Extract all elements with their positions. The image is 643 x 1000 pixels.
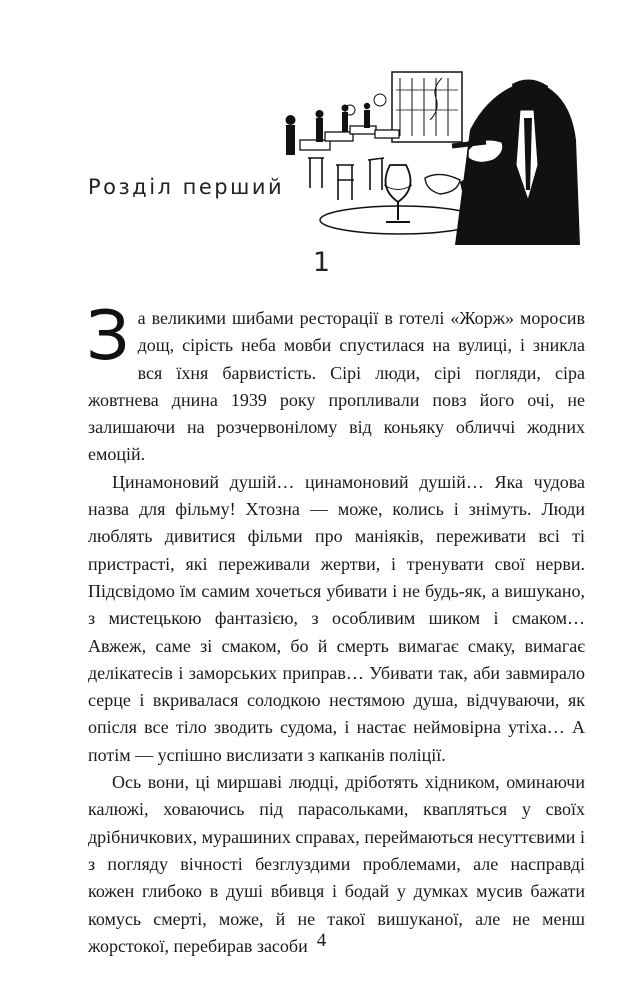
body-text [86,297,585,960]
page-number: 4 [316,930,327,951]
restaurant-illustration [280,70,580,245]
paragraph-1 [86,297,585,469]
chapter-title: Розділ перший [88,175,285,199]
drop-cap: З [86,297,130,376]
paragraph-3: Ось вони, ці миршаві людці, дріботять хідником, оминаючи калюжі, ховаючись під парасольками, квапляться у своїх дрібничкових, мурашиних справах, переймаються несуттєвими і з погляду вічності безглуздими проблемами, але насправді кожен глибоко в душі вбивця і бодай у думках мусив бажати комусь смерті, може, й не такої вишуканої, але не менш жорстокої, перебирав засоби [88,772,585,956]
paragraph-2: Цинамоновий душій… цинамоновий душій… Яка чудова назва для фільму! Хтозна — може, колись і знімуть. Люди люблять дивитися фільми про маніяків, переживати всі ті пристрасті, які переживали жертви, і тренувати свої нерви. Підсвідомо їм самим хочеться убивати і не будь-як, а вишукано, з мистецькою фантазією, з особливим шиком і смаком… Авжеж, саме зі смаком, бо й смерть вимагає смаку, вимагає делікатесів і заморських приправ… Убивати так, аби завмирало серце і вкривалася солодкою нестямою душа, відчуваючи, як опісля все тіло зводить судома, і настає неймовірна утіха… А потім — успішно вислизати з капканів поліції. [88,471,585,765]
paragraph-1-text: а великими шибами ресторації в готелі «Жорж» моросив дощ, сірість неба мовби спустилася на вулиці, і зникла вся їхня барвистість. Сірі люди, сірі погляди, сіра жовтнева днина 1939 року пропливали повз його очі, не залишаючи на розчервонілому від коньяку обличчі жодних емоцій. [88,308,585,465]
section-number: 1 [312,247,331,278]
